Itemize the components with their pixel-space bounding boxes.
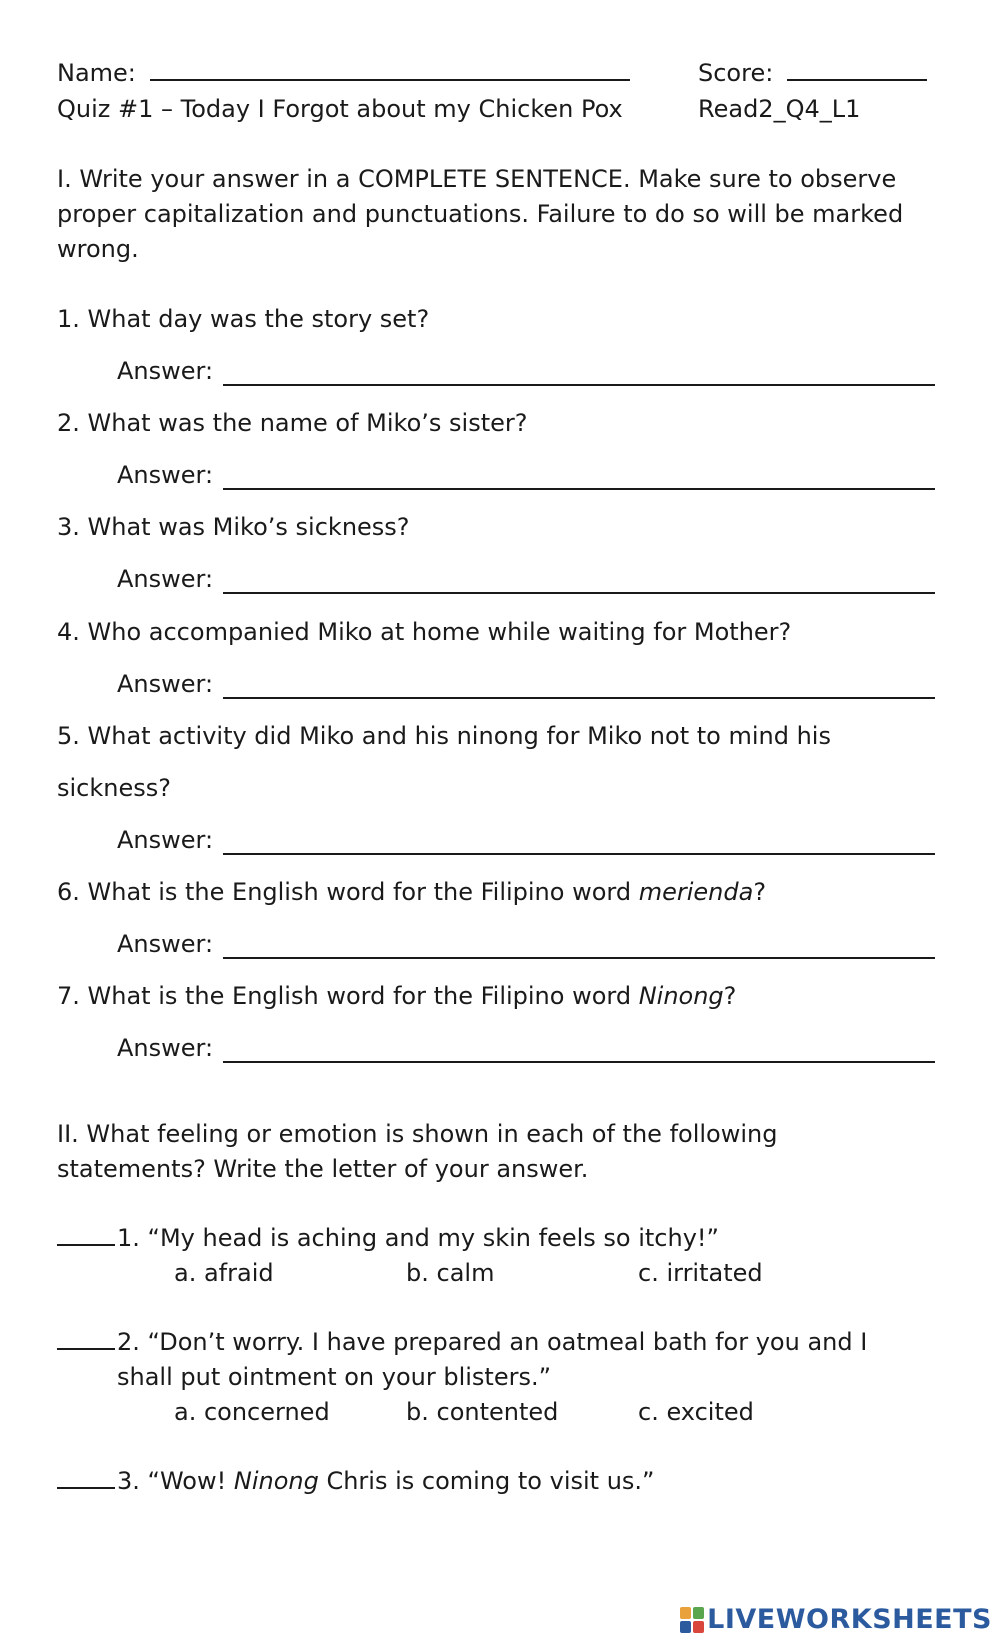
liveworksheets-logo — [680, 1603, 992, 1637]
question-2: 2. What was the name of Miko’s sister? — [57, 409, 528, 437]
answer-line-3[interactable] — [223, 572, 935, 594]
question-6-end: ? — [753, 878, 767, 906]
question-7-term: Ninong — [638, 982, 724, 1010]
part1-instructions-line2: proper capitalization and punctuations. Failure to do so will be marked — [57, 200, 904, 228]
emotion-item-2 — [57, 1327, 867, 1357]
answer-label: Answer: — [117, 461, 214, 489]
quiz-title: Quiz #1 – Today I Forgot about my Chicken Pox — [57, 95, 623, 123]
question-7-end: ? — [723, 982, 737, 1010]
answer-row-3 — [117, 564, 935, 594]
question-7-text: 7. What is the English word for the Filipino word — [57, 982, 639, 1010]
answer-line-4[interactable] — [223, 677, 935, 699]
part1-instructions-line1: I. Write your answer in a COMPLETE SENTENCE. Make sure to observe — [57, 165, 897, 193]
emotion-item-3-text: 3. “Wow! — [117, 1467, 234, 1495]
name-line[interactable] — [150, 59, 630, 81]
emotion-item-2-line1: 2. “Don’t worry. I have prepared an oatmeal bath for you and I — [117, 1328, 868, 1356]
answer-label: Answer: — [117, 565, 214, 593]
name-label: Name: — [57, 59, 136, 87]
emotion-item-3-term: Ninong — [233, 1467, 319, 1495]
logo-icon — [680, 1607, 704, 1633]
item-2-option-a: a. concerned — [174, 1398, 330, 1426]
part2-instructions-line1: II. What feeling or emotion is shown in each of the following — [57, 1120, 778, 1148]
question-5-line2: sickness? — [57, 774, 171, 802]
item-1-option-b: b. calm — [406, 1259, 495, 1287]
emotion-item-3 — [57, 1466, 654, 1496]
answer-line-7[interactable] — [223, 1041, 935, 1063]
item-1-option-a: a. afraid — [174, 1259, 274, 1287]
name-field — [57, 58, 630, 88]
question-6-term: merienda — [638, 878, 754, 906]
question-5-line1: 5. What activity did Miko and his ninong for Miko not to mind his — [57, 722, 831, 750]
answer-blank-2[interactable] — [57, 1330, 115, 1350]
quiz-code: Read2_Q4_L1 — [698, 95, 861, 123]
answer-row-4 — [117, 669, 935, 699]
answer-label: Answer: — [117, 357, 214, 385]
answer-row-6 — [117, 929, 935, 959]
item-2-option-c: c. excited — [638, 1398, 754, 1426]
answer-row-5 — [117, 825, 935, 855]
emotion-item-3-end: Chris is coming to visit us.” — [318, 1467, 655, 1495]
answer-label: Answer: — [117, 826, 214, 854]
answer-label: Answer: — [117, 930, 214, 958]
question-6 — [57, 877, 766, 907]
score-field — [698, 58, 927, 88]
answer-row-7 — [117, 1033, 935, 1063]
answer-label: Answer: — [117, 1034, 214, 1062]
question-6-text: 6. What is the English word for the Filipino word — [57, 878, 639, 906]
answer-line-5[interactable] — [223, 833, 935, 855]
item-1-option-c: c. irritated — [638, 1259, 763, 1287]
logo-text: LIVEWORKSHEETS — [707, 1604, 992, 1636]
answer-blank-3[interactable] — [57, 1469, 115, 1489]
item-2-option-b: b. contented — [406, 1398, 559, 1426]
question-7 — [57, 981, 736, 1011]
score-line[interactable] — [787, 59, 927, 81]
score-label: Score: — [698, 59, 774, 87]
emotion-item-2-line2: shall put ointment on your blisters.” — [117, 1363, 552, 1391]
answer-blank-1[interactable] — [57, 1226, 115, 1246]
answer-label: Answer: — [117, 670, 214, 698]
emotion-item-1-text: 1. “My head is aching and my skin feels so itchy!” — [117, 1224, 719, 1252]
answer-line-2[interactable] — [223, 468, 935, 490]
question-3: 3. What was Miko’s sickness? — [57, 513, 410, 541]
part1-instructions-line3: wrong. — [57, 235, 139, 263]
part2-instructions-line2: statements? Write the letter of your answer. — [57, 1155, 589, 1183]
answer-row-1 — [117, 356, 935, 386]
answer-line-1[interactable] — [223, 364, 935, 386]
answer-row-2 — [117, 460, 935, 490]
question-1: 1. What day was the story set? — [57, 305, 430, 333]
answer-line-6[interactable] — [223, 937, 935, 959]
question-4: 4. Who accompanied Miko at home while waiting for Mother? — [57, 618, 792, 646]
emotion-item-1 — [57, 1223, 719, 1253]
